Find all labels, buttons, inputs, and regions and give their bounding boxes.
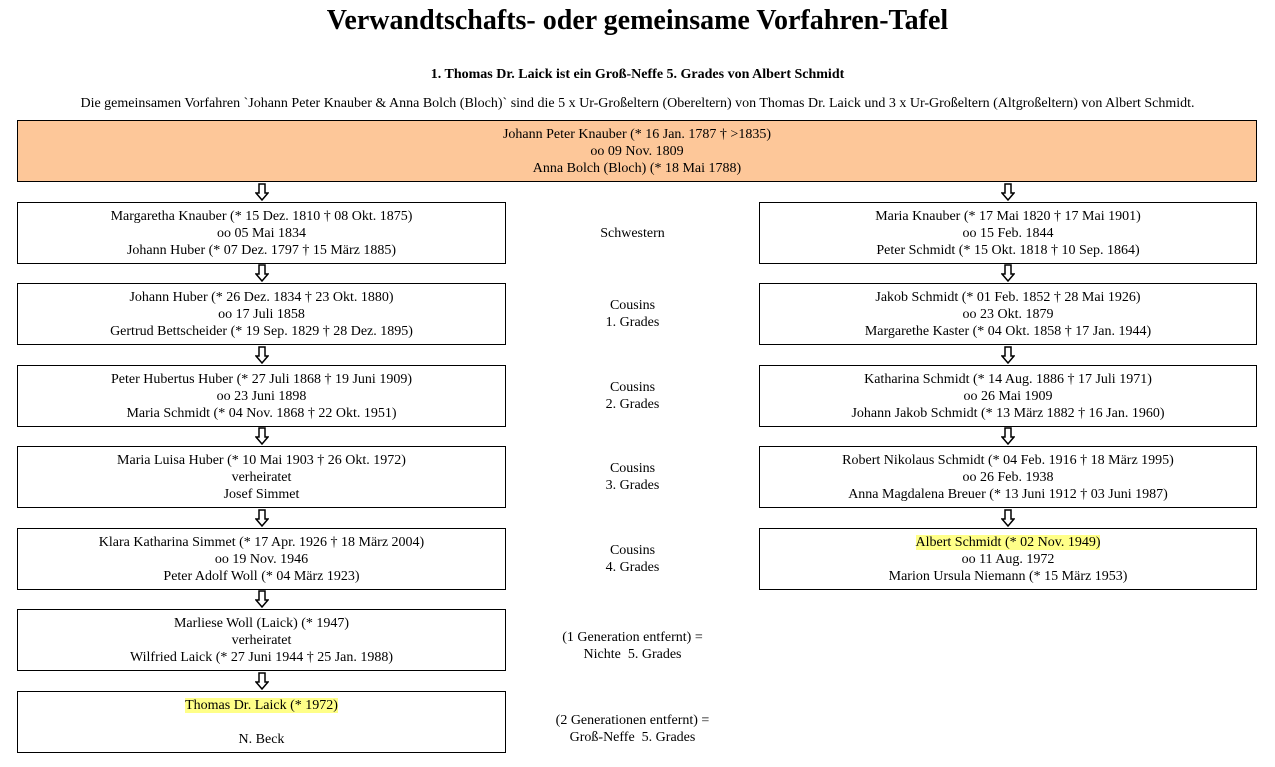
highlighted-person: Thomas Dr. Laick (* 1972) xyxy=(185,697,338,713)
right-generation-box xyxy=(759,365,1257,427)
spouse-line: Johann Huber (* 07 Dez. 1797 † 15 März 1885) xyxy=(126,242,397,258)
relationship-line: Schwestern xyxy=(600,225,665,241)
spouse-line: Maria Schmidt (* 04 Nov. 1868 † 22 Okt. 1951) xyxy=(126,405,397,421)
marriage-line: verheiratet xyxy=(231,632,292,648)
marriage-line: oo 26 Mai 1909 xyxy=(963,388,1053,404)
down-arrow-icon xyxy=(255,427,269,445)
relationship-line: Cousins xyxy=(609,380,656,395)
right-generation-box xyxy=(759,202,1257,264)
relationship-line: 1. Grades xyxy=(605,315,660,330)
down-arrow-icon xyxy=(1001,509,1015,527)
spouse-line: Margarethe Kaster (* 04 Okt. 1858 † 17 Jan. 1944) xyxy=(864,323,1152,339)
right-generation-box xyxy=(759,446,1257,508)
relationship-subtitle: 1. Thomas Dr. Laick ist ein Groß-Neffe 5. Grades von Albert Schmidt xyxy=(430,67,845,82)
relationship-label xyxy=(506,698,759,760)
right-generation-box xyxy=(759,528,1257,590)
common-ancestors-box xyxy=(17,120,1257,182)
left-generation-box xyxy=(17,691,506,753)
relationship-line: Nichte 5. Grades xyxy=(583,647,682,662)
marriage-line: oo 23 Juni 1898 xyxy=(216,388,307,404)
spouse-line: Peter Adolf Woll (* 04 März 1923) xyxy=(163,568,360,584)
down-arrow-icon xyxy=(255,672,269,690)
person-line xyxy=(185,697,338,714)
left-generation-box xyxy=(17,202,506,264)
relationship-line: 4. Grades xyxy=(605,560,660,575)
relationship-line: Groß-Neffe 5. Grades xyxy=(569,730,696,745)
relationship-line: Cousins xyxy=(609,298,656,313)
spouse-line: N. Beck xyxy=(238,731,285,747)
marriage-line: oo 15 Feb. 1844 xyxy=(962,225,1054,241)
relationship-label xyxy=(506,615,759,677)
down-arrow-icon xyxy=(255,183,269,201)
marriage-line: verheiratet xyxy=(231,469,292,485)
person-line: Margaretha Knauber (* 15 Dez. 1810 † 08 Okt. 1875) xyxy=(110,208,413,224)
marriage-line: oo 23 Okt. 1879 xyxy=(962,306,1054,322)
down-arrow-icon xyxy=(255,590,269,608)
ancestor-wife: Anna Bolch (Bloch) (* 18 Mai 1788) xyxy=(532,160,742,176)
person-line: Jakob Schmidt (* 01 Feb. 1852 † 28 Mai 1926) xyxy=(875,289,1141,305)
spouse-line: Wilfried Laick (* 27 Juni 1944 † 25 Jan. 1988) xyxy=(129,649,394,665)
relationship-label xyxy=(506,365,759,427)
down-arrow-icon xyxy=(1001,346,1015,364)
right-generation-box xyxy=(759,283,1257,345)
left-generation-box xyxy=(17,446,506,508)
relationship-label xyxy=(506,283,759,345)
marriage-line: oo 17 Juli 1858 xyxy=(218,306,305,322)
down-arrow-icon xyxy=(1001,427,1015,445)
relationship-line: Cousins xyxy=(609,543,656,558)
person-line: Robert Nikolaus Schmidt (* 04 Feb. 1916 † 18 März 1995) xyxy=(842,452,1174,468)
relationship-label xyxy=(506,202,759,264)
marriage-line: oo 26 Feb. 1938 xyxy=(962,469,1054,485)
person-line: Klara Katharina Simmet (* 17 Apr. 1926 † 18 März 2004) xyxy=(98,534,425,550)
relationship-label xyxy=(506,446,759,508)
relationship-line: (1 Generation entfernt) = xyxy=(562,630,703,645)
spouse-line: Gertrud Bettscheider (* 19 Sep. 1829 † 28 Dez. 1895) xyxy=(110,323,413,339)
spouse-line: Marion Ursula Niemann (* 15 März 1953) xyxy=(888,568,1128,584)
person-line: Marliese Woll (Laick) (* 1947) xyxy=(173,615,350,631)
relationship-line: 2. Grades xyxy=(605,397,660,412)
ancestor-husband: Johann Peter Knauber (* 16 Jan. 1787 † >1835) xyxy=(502,126,771,142)
person-line xyxy=(916,534,1101,551)
marriage-line: oo 11 Aug. 1972 xyxy=(961,551,1055,567)
relationship-line: (2 Generationen entfernt) = xyxy=(555,713,710,728)
left-generation-box xyxy=(17,365,506,427)
common-ancestors-description: Die gemeinsamen Vorfahren `Johann Peter Knauber & Anna Bolch (Bloch)` sind die 5 x Ur-Großeltern (Obereltern) von Thomas Dr. Laick und 3 x Ur-Großeltern (Altgroßeltern) von Albert Schmidt. xyxy=(80,96,1195,111)
person-line: Maria Knauber (* 17 Mai 1820 † 17 Mai 1901) xyxy=(875,208,1141,224)
page-title: Verwandtschafts- oder gemeinsame Vorfahren-Tafel xyxy=(326,5,949,36)
down-arrow-icon xyxy=(255,509,269,527)
marriage-line: oo 19 Nov. 1946 xyxy=(214,551,309,567)
spouse-line: Anna Magdalena Breuer (* 13 Juni 1912 † 03 Juni 1987) xyxy=(848,486,1168,502)
left-generation-box xyxy=(17,528,506,590)
highlighted-person: Albert Schmidt (* 02 Nov. 1949) xyxy=(915,534,1101,550)
relationship-label xyxy=(506,528,759,590)
down-arrow-icon xyxy=(1001,264,1015,282)
person-line: Katharina Schmidt (* 14 Aug. 1886 † 17 Juli 1971) xyxy=(864,371,1152,387)
spouse-line: Peter Schmidt (* 15 Okt. 1818 † 10 Sep. 1864) xyxy=(876,242,1140,258)
marriage-line: oo 05 Mai 1834 xyxy=(216,225,307,241)
spouse-line: Johann Jakob Schmidt (* 13 März 1882 † 16 Jan. 1960) xyxy=(851,405,1165,421)
down-arrow-icon xyxy=(1001,183,1015,201)
person-line: Johann Huber (* 26 Dez. 1834 † 23 Okt. 1880) xyxy=(129,289,394,305)
left-generation-box xyxy=(17,283,506,345)
ancestor-marriage: oo 09 Nov. 1809 xyxy=(590,143,684,159)
relationship-line: Cousins xyxy=(609,461,656,476)
left-generation-box xyxy=(17,609,506,671)
relationship-line: 3. Grades xyxy=(605,478,660,493)
person-line: Maria Luisa Huber (* 10 Mai 1903 † 26 Okt. 1972) xyxy=(117,452,406,468)
down-arrow-icon xyxy=(255,264,269,282)
spouse-line: Josef Simmet xyxy=(223,486,300,502)
person-line: Peter Hubertus Huber (* 27 Juli 1868 † 19 Juni 1909) xyxy=(111,371,412,387)
down-arrow-icon xyxy=(255,346,269,364)
